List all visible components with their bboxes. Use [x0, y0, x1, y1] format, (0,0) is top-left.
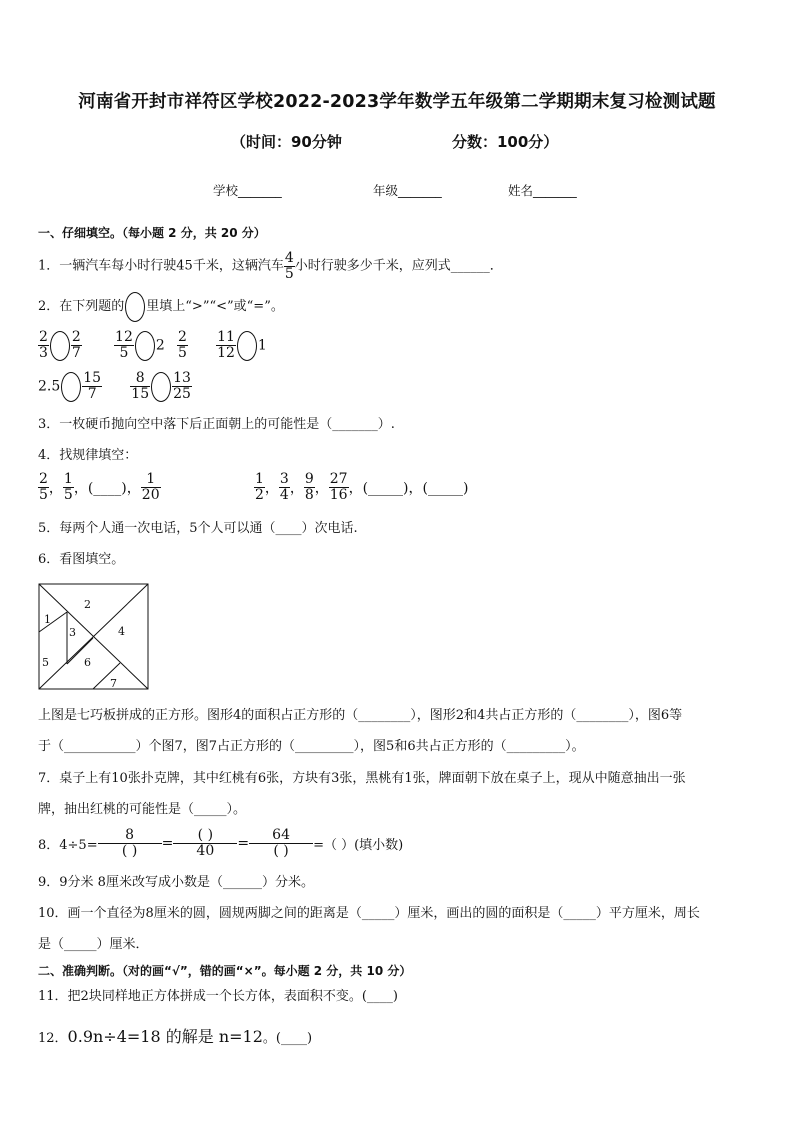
numerator: 2: [177, 329, 187, 345]
question-4: 4．找规律填空：: [38, 448, 138, 463]
fraction: [38, 330, 49, 361]
fraction: [279, 472, 290, 503]
tangram-label-5: 5: [42, 656, 49, 669]
fraction: [98, 828, 162, 859]
comma: ，: [48, 480, 63, 497]
denominator: ( ): [121, 843, 138, 859]
score-label: 分数：100分）: [452, 133, 559, 151]
numerator: 2: [39, 471, 48, 487]
comma: ，: [314, 480, 329, 497]
numerator: 8: [130, 371, 150, 387]
question-10-line-1: 10．画一个直径为8厘米的圆，圆规两脚之间的距离是（_____）厘米，画出的圆的面积是（_____）平方厘米，周长: [38, 906, 700, 921]
question-8-text-a: 8．4÷5=: [38, 838, 98, 853]
denominator: 12: [217, 345, 235, 361]
numerator: 4: [284, 250, 294, 266]
question-8-text-b: =（ ）(填小数): [313, 838, 404, 853]
numerator: 1: [255, 471, 264, 487]
question-1: [38, 251, 503, 282]
sequence-1: [38, 472, 161, 503]
comparison-oval[interactable]: [135, 331, 155, 361]
question-7-line-2: 牌，抽出红桃的可能性是（_____）。: [38, 802, 247, 817]
numerator: 3: [279, 471, 289, 487]
question-12-number: 12．: [38, 1031, 68, 1046]
numerator: 13: [173, 370, 191, 386]
question-2-text-b: 里填上“>”“<”或“=”。: [146, 299, 284, 314]
numerator: 64: [249, 828, 313, 844]
question-2-text-a: 2．在下列题的: [38, 299, 125, 314]
fraction: [177, 330, 188, 361]
fraction: [329, 472, 349, 503]
denominator: 7: [71, 345, 81, 361]
numerator: ( ): [173, 828, 237, 844]
denominator: 7: [87, 386, 97, 402]
denominator: 5: [119, 345, 129, 361]
comparison-oval[interactable]: [151, 372, 171, 402]
fraction: [114, 330, 134, 361]
numerator: 2: [39, 329, 48, 345]
fraction: [304, 472, 315, 503]
section-1-heading: 一、仔细填空。（每小题 2 分，共 20 分）: [38, 226, 266, 240]
tangram-label-4: 4: [118, 625, 125, 638]
denominator: 5: [63, 487, 73, 503]
question-7-line-1: 7．桌子上有10张扑克牌，其中红桃有6张，方块有3张，黑桃有1张，牌面朝下放在桌子上，现从中随意抽出一张: [38, 771, 686, 786]
equals-sign: =: [237, 835, 250, 852]
fraction: [249, 828, 313, 859]
numerator: 12: [115, 329, 133, 345]
numerator: 9: [304, 471, 314, 487]
denominator: 8: [304, 487, 314, 503]
question-11: 11．把2块同样地正方体拼成一个长方体，表面积不变。(____): [38, 989, 398, 1004]
question-9: 9．9分米 8厘米改写成小数是（______）分米。: [38, 875, 314, 890]
comparison-oval[interactable]: [50, 331, 70, 361]
answer-blank[interactable]: ，(____)，: [73, 480, 141, 497]
denominator: 3: [39, 345, 48, 361]
comma: ，: [264, 480, 279, 497]
denominator: 16: [329, 487, 348, 503]
denominator: 5: [39, 487, 48, 503]
comma: ，: [289, 480, 304, 497]
answer-blank[interactable]: ，(_____)，(_____): [348, 480, 469, 497]
denominator: 20: [141, 487, 160, 503]
numerator: 11: [217, 329, 235, 345]
fraction: [63, 472, 74, 503]
fraction: [130, 371, 150, 402]
fraction: [38, 472, 49, 503]
question-8: [38, 828, 403, 859]
fraction: [82, 371, 102, 402]
tangram-label-6: 6: [84, 656, 91, 669]
numerator: 15: [83, 370, 102, 386]
denominator: 4: [279, 487, 289, 503]
tangram-label-1: 1: [44, 613, 51, 626]
school-field: 学校_______: [213, 183, 282, 198]
decimal-number: 2.5: [38, 378, 61, 395]
denominator: 2: [255, 487, 264, 503]
question-6: 6．看图填空。: [38, 552, 125, 567]
fraction: [71, 330, 82, 361]
sequence-2: [254, 472, 468, 503]
whole-number: 1: [257, 337, 267, 354]
grade-field: 年级_______: [373, 183, 442, 198]
fraction: [173, 828, 237, 859]
question-1-text-a: 1．一辆汽车每小时行驶45千米，这辆汽车: [38, 258, 284, 274]
denominator: 40: [196, 843, 215, 859]
question-5: 5．每两个人通一次电话，5个人可以通（____）次电话.: [38, 521, 358, 536]
question-6-line-2: 于（___________）个图7，图7占正方形的（_________），图5和6共占正方形的（_________）。: [38, 739, 585, 754]
denominator: 15: [131, 386, 150, 402]
question-10-line-2: 是（_____）厘米．: [38, 937, 149, 952]
question-2: [38, 292, 284, 322]
numerator: 27: [329, 471, 348, 487]
fraction: [172, 371, 192, 402]
exam-title: 河南省开封市祥符区学校2022-2023学年数学五年级第二学期期末复习检测试题: [78, 92, 716, 112]
fraction: [141, 472, 161, 503]
numerator: 2: [71, 329, 81, 345]
question-1-text-b: 小时行驶多少千米，应列式______．: [294, 258, 503, 274]
comparison-oval[interactable]: [61, 372, 81, 402]
question-2-row-2: [38, 371, 192, 402]
comparison-oval[interactable]: [237, 331, 257, 361]
question-12-blank: 。(____): [262, 1031, 313, 1046]
equals-sign: =: [161, 835, 174, 852]
oval-blank-icon: [125, 292, 145, 322]
question-12: [38, 1024, 312, 1048]
fraction: [254, 472, 265, 503]
fraction: [284, 251, 295, 282]
fraction: [216, 330, 236, 361]
denominator: 5: [177, 345, 187, 361]
question-6-line-1: 上图是七巧板拼成的正方形。图形4的面积占正方形的（________），图形2和4共占正方形的（________），图6等: [38, 708, 683, 723]
denominator: 25: [173, 386, 191, 402]
tangram-figure: [38, 583, 150, 691]
denominator: 5: [284, 266, 294, 282]
numerator: 8: [98, 828, 162, 844]
question-12-equation: 0.9n÷4=18 的解是 n=12: [67, 1027, 263, 1046]
section-2-heading: 二、准确判断。（对的画“√”，错的画“×”。每小题 2 分，共 10 分）: [38, 964, 412, 978]
question-2-row-1: [38, 330, 267, 361]
tangram-label-7: 7: [110, 677, 117, 690]
question-3: 3．一枚硬币抛向空中落下后正面朝上的可能性是（_______）.: [38, 417, 395, 432]
time-label: （时间：90分钟: [231, 133, 342, 151]
denominator: ( ): [273, 843, 289, 859]
numerator: 1: [141, 472, 161, 488]
tangram-label-3: 3: [69, 626, 76, 639]
name-field: 姓名_______: [508, 183, 577, 198]
numerator: 1: [63, 471, 73, 487]
tangram-label-2: 2: [84, 598, 91, 611]
whole-number: 2: [155, 337, 165, 354]
